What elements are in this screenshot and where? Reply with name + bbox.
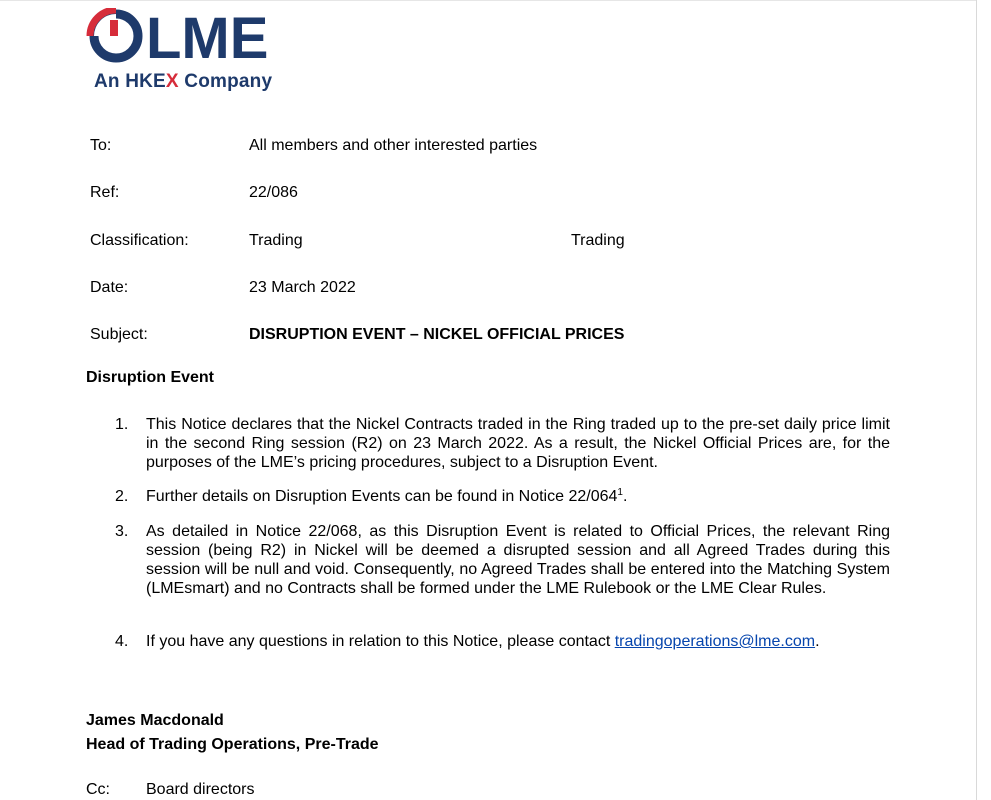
list-item-suffix: . bbox=[622, 488, 628, 505]
subject-label: Subject: bbox=[90, 326, 148, 343]
logo-tagline-x: X bbox=[165, 71, 179, 92]
cc-label: Cc: bbox=[86, 781, 110, 798]
list-item-number: 1. bbox=[115, 416, 129, 433]
subject-value: DISRUPTION EVENT – NICKEL OFFICIAL PRICES bbox=[249, 326, 625, 343]
classification-value: Trading bbox=[249, 232, 303, 249]
list-item-suffix: . bbox=[815, 633, 820, 650]
list-item-text: If you have any questions in relation to this Notice, please contact bbox=[146, 633, 615, 650]
signature-name: James Macdonald bbox=[86, 712, 224, 729]
date-label: Date: bbox=[90, 279, 129, 296]
list-item-text: As detailed in Notice 22/068, as this Disruption Event is related to Official Prices, the relevant Ring session (being R2) in Nickel will be deemed a disrupted session and all Agreed Trades during this session will be null and void. Consequently, no Agreed Trades shall be entered into the Matching System (LMEsmart) and no Contracts shall be formed under the LME Rulebook or the LME Clear Rules. bbox=[146, 523, 890, 597]
list-item-number: 3. bbox=[115, 523, 129, 540]
footnote-marker[interactable]: 1 bbox=[617, 487, 623, 498]
list-item-4 bbox=[115, 632, 890, 651]
list-item-text: Further details on Disruption Events can be found in Notice 22/064 bbox=[146, 488, 618, 505]
list-item-content bbox=[146, 632, 890, 651]
list-item-1 bbox=[115, 415, 890, 472]
date-value: 23 March 2022 bbox=[249, 279, 356, 296]
page-top-edge bbox=[0, 0, 977, 1]
signature-title: Head of Trading Operations, Pre-Trade bbox=[86, 736, 379, 753]
list-item-3 bbox=[115, 522, 890, 598]
logo-tagline-pre: An HKE bbox=[94, 71, 166, 92]
to-label: To: bbox=[90, 137, 112, 154]
ref-label: Ref: bbox=[90, 184, 120, 201]
to-value: All members and other interested parties bbox=[249, 137, 538, 154]
contact-email-link[interactable]: tradingoperations@lme.com bbox=[614, 633, 816, 650]
logo-bar-red bbox=[110, 20, 118, 36]
list-item-number: 2. bbox=[115, 488, 129, 505]
list-item-number: 4. bbox=[115, 633, 129, 650]
logo-tagline bbox=[94, 71, 272, 93]
page-right-edge bbox=[976, 0, 977, 800]
section-heading: Disruption Event bbox=[86, 369, 215, 386]
ref-value: 22/086 bbox=[249, 184, 298, 201]
cc-value: Board directors bbox=[146, 781, 255, 798]
logo-tagline-post: Company bbox=[178, 71, 273, 92]
lme-logo-mark bbox=[86, 8, 286, 72]
list-item-2 bbox=[115, 487, 890, 506]
list-item-text: This Notice declares that the Nickel Contracts traded in the Ring traded up to the pre-set daily price limit in the second Ring session (R2) on 23 March 2022. As a result, the Nickel Official Prices are, for the purposes of the LME’s pricing procedures, subject to a Disruption Event. bbox=[146, 416, 890, 471]
classification-label: Classification: bbox=[90, 232, 189, 249]
classification-value-secondary: Trading bbox=[571, 232, 625, 249]
logo-wordmark: LME bbox=[146, 8, 269, 71]
list-item-content bbox=[146, 487, 890, 506]
